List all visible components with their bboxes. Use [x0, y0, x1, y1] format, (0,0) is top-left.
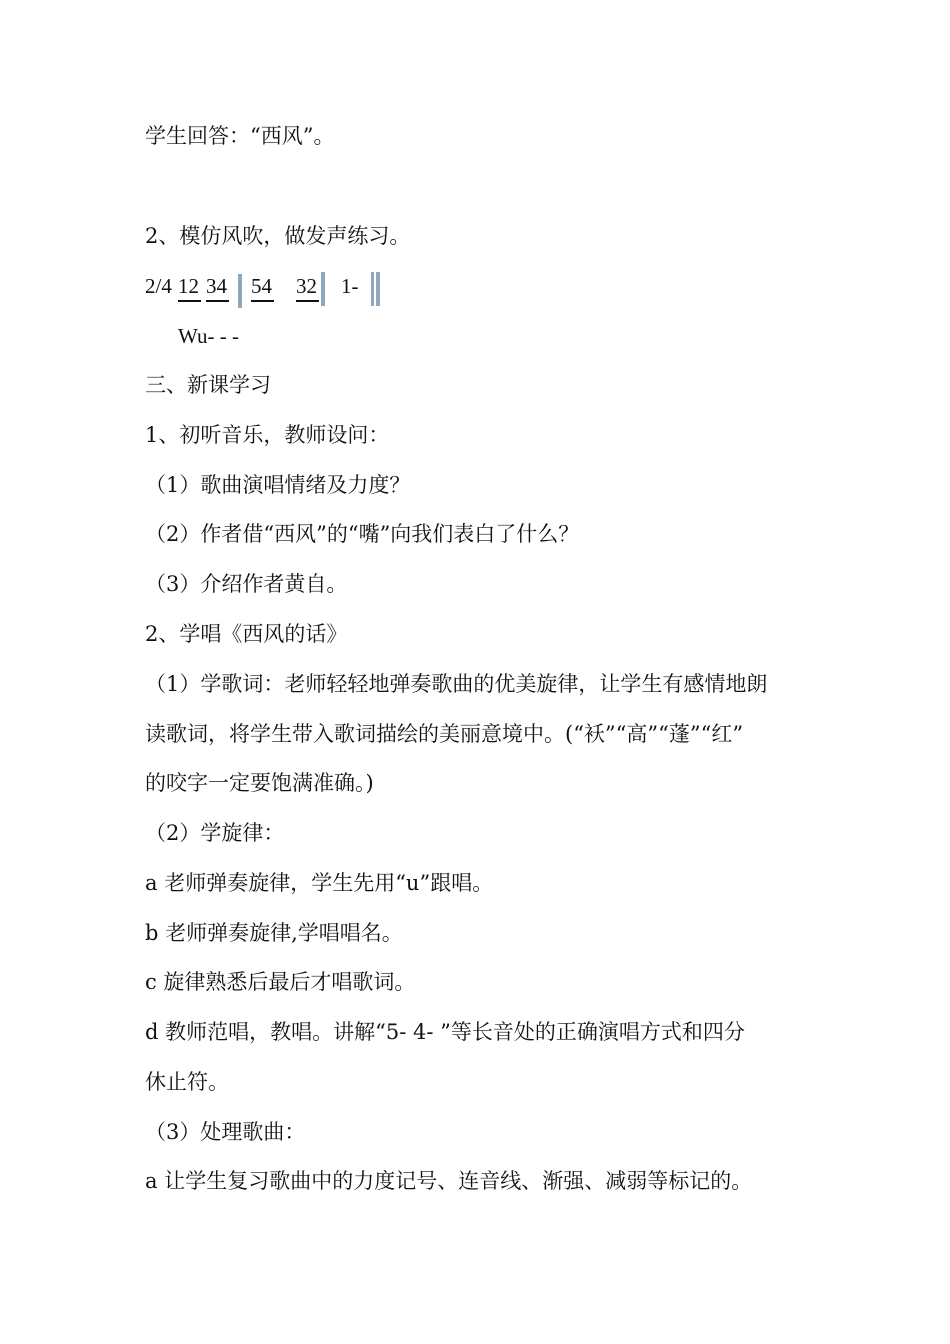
- text-line: c 旋律熟悉后最后才唱歌词。: [145, 970, 416, 994]
- text-line: d 教师范唱，教唱。讲解“5- 4- ”等长音处的正确演唱方式和四分: [145, 1020, 745, 1044]
- text-line: （2）学旋律：: [145, 821, 285, 845]
- note-group-12: 12: [178, 274, 199, 298]
- text-line: b 老师弹奏旋律,学唱唱名。: [145, 921, 403, 945]
- final-bar-line-thick: [376, 272, 380, 306]
- final-bar-line-thin: [371, 272, 374, 306]
- text-line-vocal-exercise: 2、模仿风吹，做发声练习。: [145, 224, 411, 248]
- note-group-32: 32: [296, 274, 317, 298]
- text-line: a 让学生复习歌曲中的力度记号、连音线、渐强、减弱等标记的。: [145, 1169, 753, 1193]
- bar-line: [238, 274, 242, 308]
- note-group-1: 1-: [341, 274, 359, 298]
- underline-54: [251, 300, 274, 302]
- section-heading-new-lesson: 三、新课学习: [145, 373, 271, 397]
- text-line: （1）歌曲演唱情绪及力度？: [145, 473, 411, 497]
- text-line: 2、学唱《西风的话》: [145, 622, 348, 646]
- text-line: （1）学歌词：老师轻轻地弹奏歌曲的优美旋律，让学生有感情地朗: [145, 672, 768, 696]
- underline-12: [178, 300, 201, 302]
- time-signature: 2/4: [145, 274, 172, 298]
- bar-line: [321, 272, 325, 306]
- text-line: （3）处理歌曲：: [145, 1120, 306, 1144]
- note-group-54: 54: [251, 274, 272, 298]
- text-line: a 老师弹奏旋律，学生先用“u”跟唱。: [145, 871, 494, 895]
- text-line: （3）介绍作者黄自。: [145, 572, 348, 596]
- text-line-student-answer: 学生回答：“西风”。: [145, 124, 335, 148]
- text-line: 读歌词，将学生带入歌词描绘的美丽意境中。(“袄”“高”“蓬”“红”: [145, 722, 744, 746]
- underline-34: [206, 300, 229, 302]
- text-line: 1、初听音乐，教师设问：: [145, 423, 390, 447]
- text-line: 休止符。: [145, 1070, 229, 1094]
- text-line: （2）作者借“西风”的“嘴”向我们表白了什么？: [145, 522, 580, 546]
- note-group-34: 34: [206, 274, 227, 298]
- lyric-wu: Wu- - -: [178, 324, 239, 348]
- underline-32: [296, 300, 319, 302]
- text-line: 的咬字一定要饱满准确。): [145, 771, 374, 795]
